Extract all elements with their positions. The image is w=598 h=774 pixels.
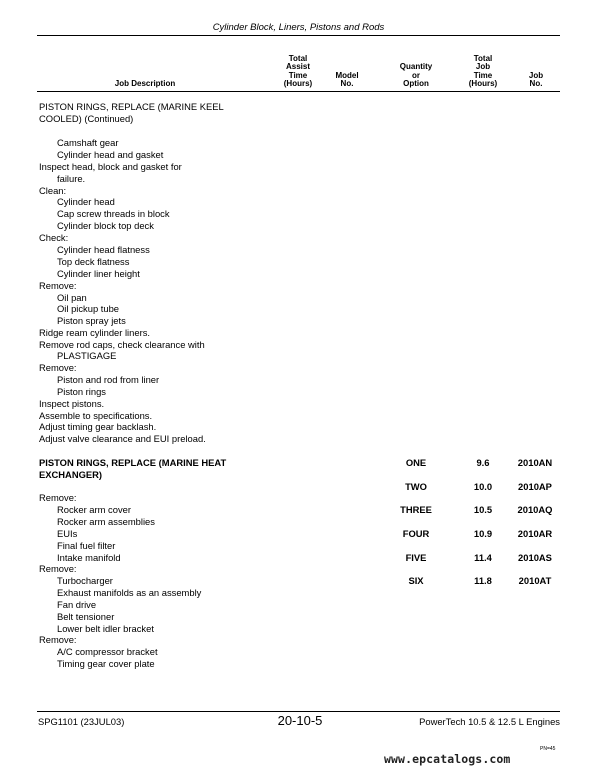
- task-line: Remove:: [39, 563, 77, 574]
- footer-rule: [37, 711, 560, 712]
- task-line: Check:: [39, 232, 69, 243]
- task-line: Piston and rod from liner: [57, 374, 160, 385]
- task-line: Intake manifold: [57, 552, 121, 563]
- option-quantity: FOUR: [402, 528, 430, 539]
- task-line: Cap screw threads in block: [57, 208, 170, 219]
- option-quantity: ONE: [405, 457, 427, 468]
- footer-pn: PN=45: [540, 746, 556, 752]
- task-line: Top deck flatness: [57, 256, 130, 267]
- task-line: Camshaft gear: [57, 137, 119, 148]
- task-line: Assemble to specifications.: [39, 410, 153, 421]
- option-quantity: FIVE: [405, 552, 427, 563]
- option-job-time: 10.0: [473, 481, 493, 492]
- task-line: Turbocharger: [57, 575, 113, 586]
- task-line: Final fuel filter: [57, 540, 116, 551]
- task-line: Oil pan: [57, 292, 87, 303]
- task-line: Lower belt idler bracket: [57, 623, 154, 634]
- task-line: Piston spray jets: [57, 315, 126, 326]
- col-model-no: Model No.: [335, 70, 359, 88]
- option-job-no: 2010AN: [517, 457, 553, 468]
- task-line: Rocker arm assemblies: [57, 516, 155, 527]
- task-line: Adjust timing gear backlash.: [39, 421, 157, 432]
- option-job-no: 2010AS: [518, 552, 552, 563]
- option-quantity: THREE: [400, 504, 432, 515]
- task-line: EUIs: [57, 528, 78, 539]
- task-line: Remove rod caps, check clearance with: [39, 339, 205, 350]
- option-job-time: 11.4: [474, 552, 492, 563]
- task-line: Clean:: [39, 185, 67, 196]
- col-job-description: Job Description: [114, 78, 176, 88]
- task-line: Cylinder liner height: [57, 268, 140, 279]
- option-job-time: 11.8: [474, 575, 492, 586]
- task-line: Cylinder head and gasket: [57, 149, 164, 160]
- task-line: PLASTIGAGE: [57, 350, 117, 361]
- section-title: PISTON RINGS, REPLACE (MARINE HEAT: [39, 457, 227, 468]
- watermark-url: www.epcatalogs.com: [384, 752, 511, 766]
- task-line: Cylinder head: [57, 196, 115, 207]
- section-title: EXCHANGER): [39, 469, 103, 480]
- footer-doc-id: SPG1101 (23JUL03): [38, 716, 125, 727]
- option-job-no: 2010AP: [518, 481, 552, 492]
- section-title: COOLED) (Continued): [39, 113, 134, 124]
- option-job-no: 2010AT: [518, 575, 552, 586]
- header-rule: [37, 35, 560, 36]
- task-line: Piston rings: [57, 386, 106, 397]
- task-line: Cylinder head flatness: [57, 244, 150, 255]
- option-job-time: 10.9: [473, 528, 493, 539]
- page-title: Cylinder Block, Liners, Pistons and Rods: [212, 22, 385, 33]
- col-quantity-option: Quantity or Option: [399, 62, 433, 88]
- option-quantity: TWO: [405, 481, 427, 492]
- task-line: Exhaust manifolds as an assembly: [57, 587, 202, 598]
- section-title: PISTON RINGS, REPLACE (MARINE KEEL: [39, 101, 224, 112]
- task-line: Cylinder block top deck: [57, 220, 154, 231]
- col-job-no: Job No.: [528, 70, 544, 88]
- task-line: Ridge ream cylinder liners.: [39, 327, 150, 338]
- option-job-no: 2010AR: [517, 528, 553, 539]
- task-line: Belt tensioner: [57, 611, 115, 622]
- task-line: Rocker arm cover: [57, 504, 131, 515]
- task-line: Inspect head, block and gasket for: [39, 161, 182, 172]
- column-header-rule: [37, 91, 560, 92]
- task-line: Remove:: [39, 362, 77, 373]
- task-line: Oil pickup tube: [57, 303, 120, 314]
- task-line: Inspect pistons.: [39, 398, 105, 409]
- task-line: Adjust valve clearance and EUI preload.: [39, 433, 206, 444]
- option-job-no: 2010AQ: [517, 504, 553, 515]
- col-total-assist-time: Total Assist Time (Hours): [283, 54, 313, 88]
- col-total-job-time: Total Job Time (Hours): [468, 54, 498, 88]
- task-line: Remove:: [39, 634, 77, 645]
- option-job-time: 9.6: [476, 457, 490, 468]
- task-line: Fan drive: [57, 599, 97, 610]
- task-line: Timing gear cover plate: [57, 658, 155, 669]
- task-line: A/C compressor bracket: [57, 646, 158, 657]
- footer-page-number: 20-10-5: [277, 713, 323, 728]
- task-line: Remove:: [39, 280, 77, 291]
- task-line: Remove:: [39, 492, 77, 503]
- footer-engine-title: PowerTech 10.5 & 12.5 L Engines: [419, 716, 560, 727]
- option-quantity: SIX: [408, 575, 424, 586]
- task-line: failure.: [57, 173, 86, 184]
- option-job-time: 10.5: [473, 504, 493, 515]
